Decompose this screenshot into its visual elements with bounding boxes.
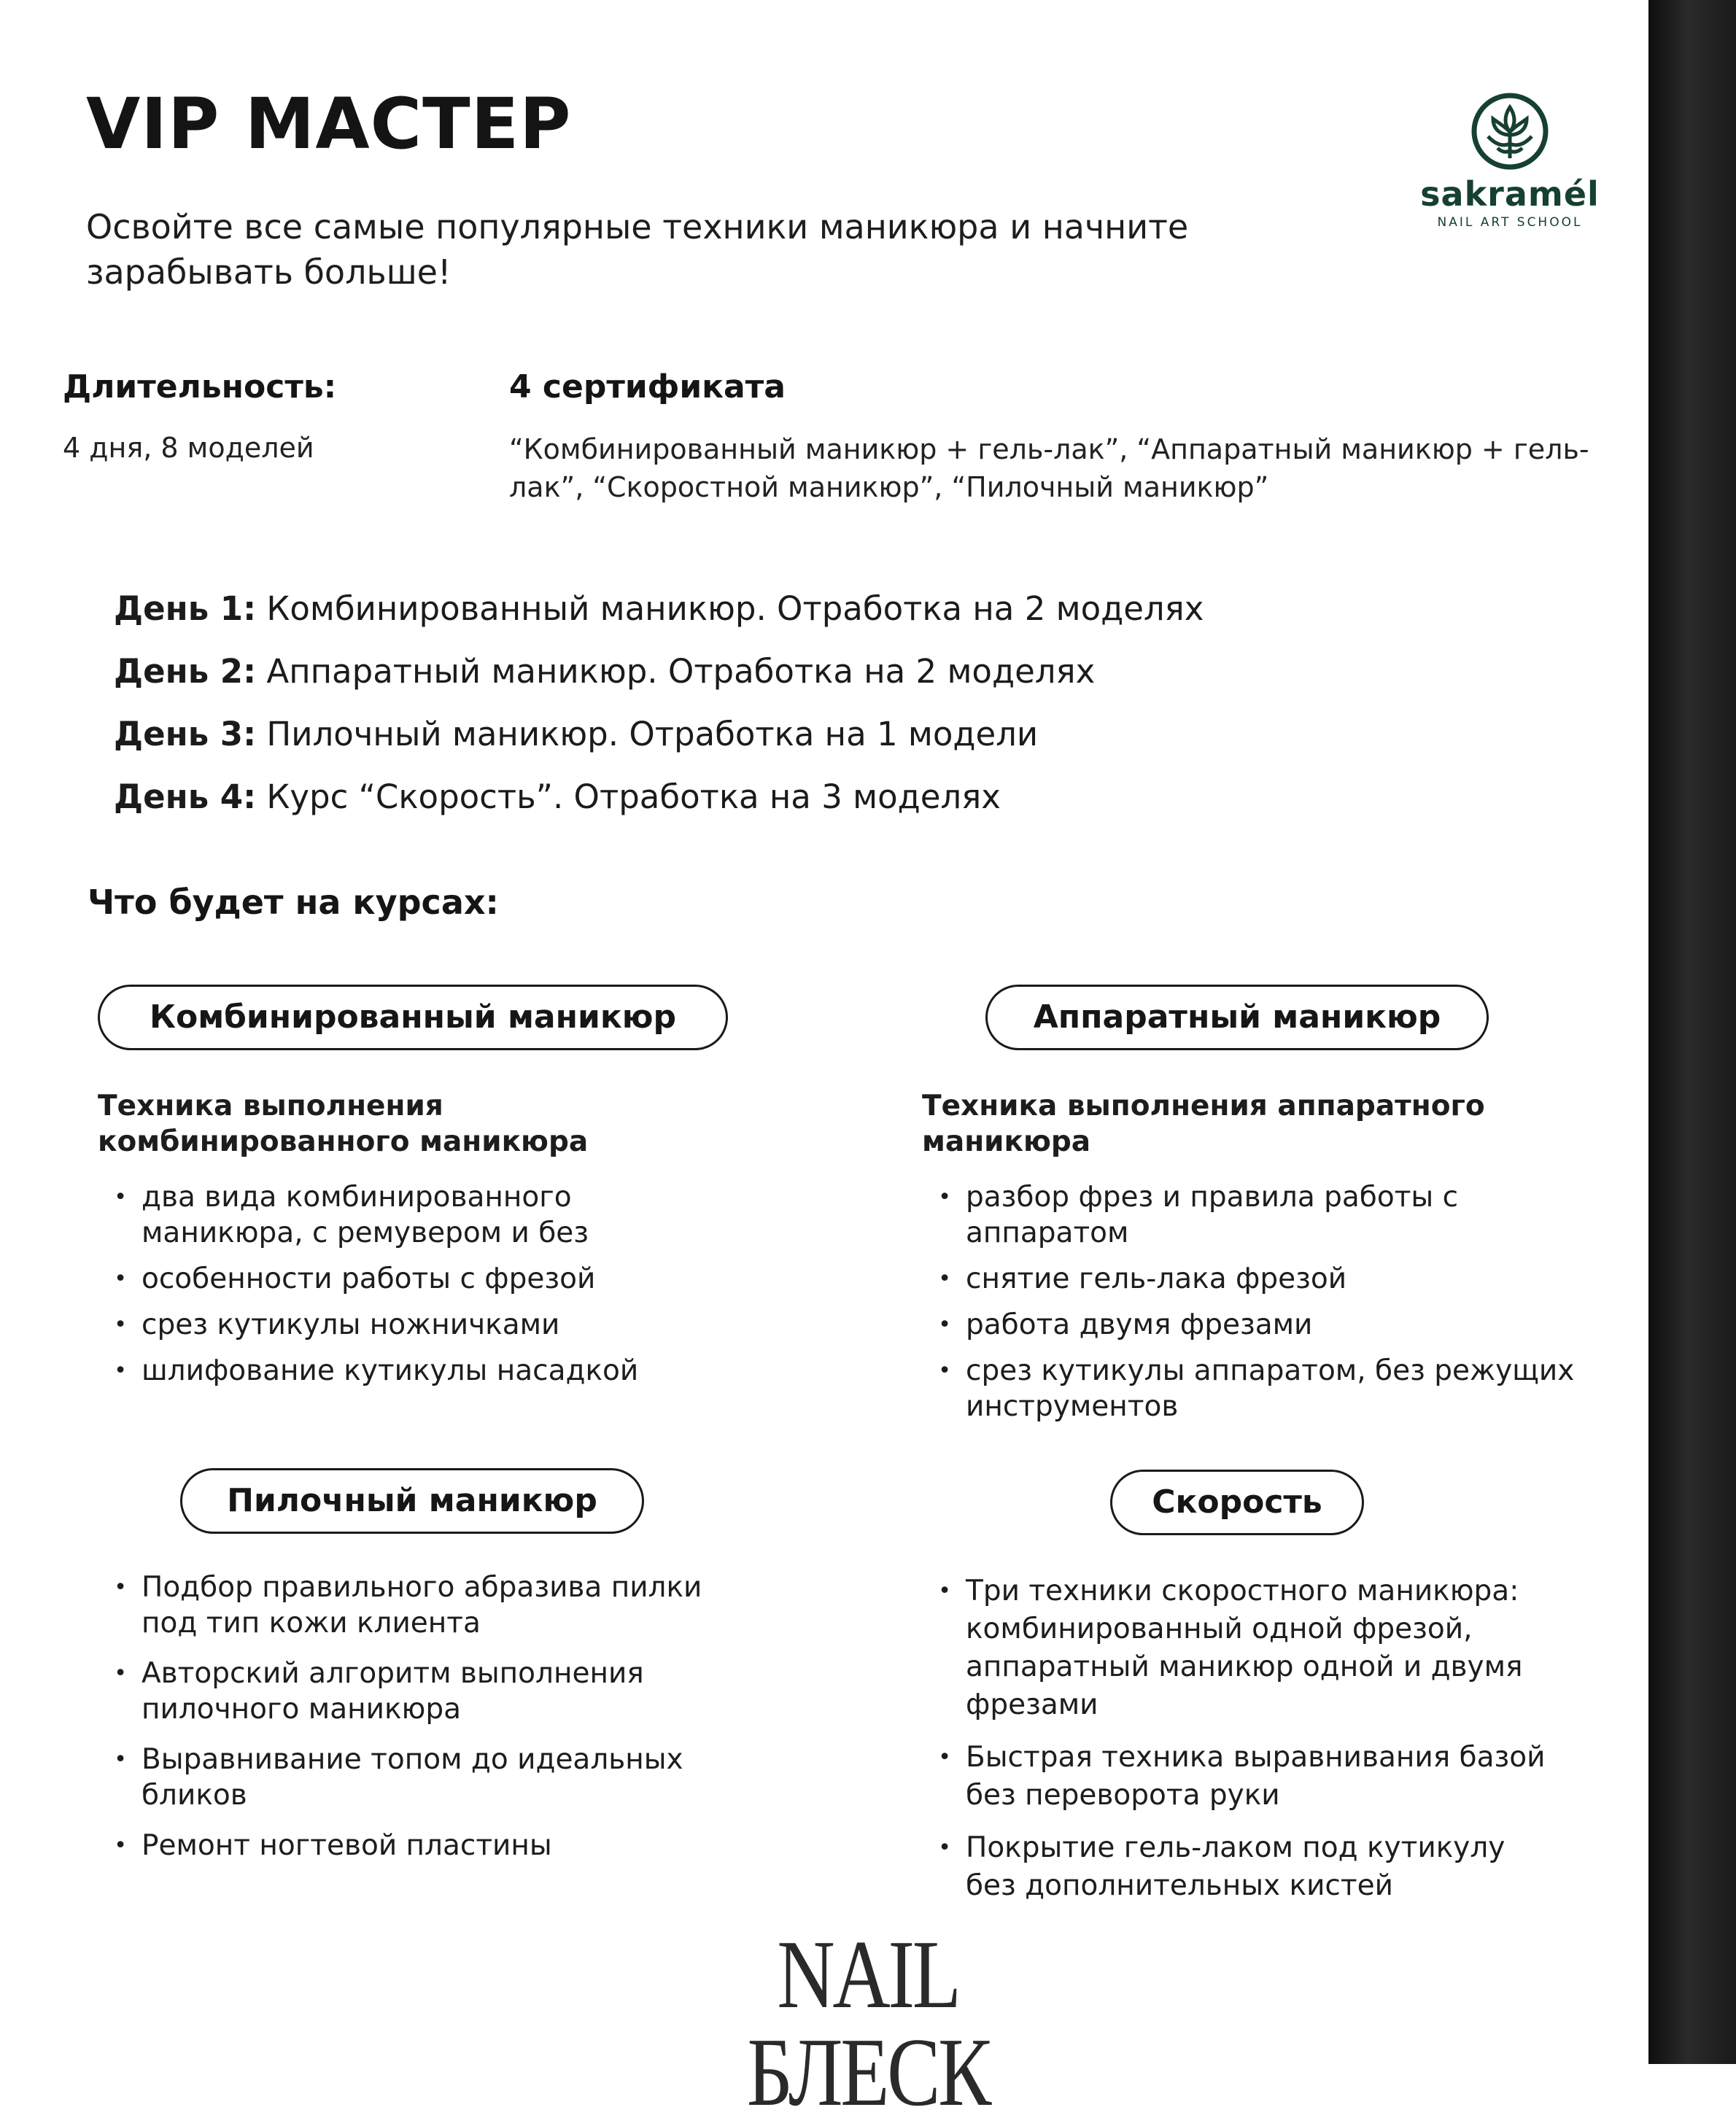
hardware-manicure-heading: Техника выполнения аппаратного маникюра	[922, 1090, 1485, 1158]
list-item: • Авторский алгоритм выполнения пилочного маникюра	[98, 1656, 754, 1727]
school-logo	[1400, 91, 1619, 230]
duration-label: Длительность:	[63, 368, 337, 406]
day-label: День 2:	[114, 652, 257, 691]
hardware-manicure-list	[922, 1179, 1578, 1424]
logo-name: sakramél	[1420, 174, 1600, 214]
day-text: Комбинированный маникюр. Отработка на 2 моделях	[256, 589, 1204, 628]
schedule-day	[114, 772, 1204, 834]
day-label: День 1:	[114, 589, 257, 628]
day-label: День 4:	[114, 777, 257, 816]
list-item: • Покрытие гель-лаком под кутикулу без дополнительных кистей	[922, 1829, 1564, 1905]
schedule-day	[114, 583, 1204, 646]
day-text: Курс “Скорость”. Отработка на 3 моделях	[256, 777, 1001, 816]
list-item: • Три техники скоростного маникюра: комбинированный одной фрезой, аппаратный маникюр одной и двумя фрезами	[922, 1572, 1564, 1724]
duration-value: 4 дня, 8 моделей	[63, 432, 314, 464]
combined-manicure-pill: Комбинированный маникюр	[98, 985, 728, 1050]
day-text: Пилочный маникюр. Отработка на 1 модели	[256, 715, 1039, 753]
brand-wordmark: NAIL БЛЕСК	[746, 1920, 990, 2126]
certificates-value: “Комбинированный маникюр + гель-лак”, “Аппаратный маникюр + гель-лак”, “Скоростной маникюр”, “Пилочный маникюр”	[509, 433, 1589, 503]
combined-manicure-heading: Техника выполнения комбинированного маникюра	[98, 1090, 589, 1158]
file-manicure-list	[98, 1570, 754, 1863]
speed-course-pill: Скорость	[1110, 1470, 1364, 1535]
list-item: • особенности работы с фрезой	[98, 1261, 725, 1297]
courses-section-title: Что будет на курсах:	[88, 882, 499, 922]
schedule-day	[114, 646, 1204, 709]
logo-subtitle: NAIL ART SCHOOL	[1437, 215, 1583, 230]
page-title: VIP МАСТЕР	[86, 83, 572, 165]
list-item: • Подбор правильного абразива пилки под тип кожи клиента	[98, 1570, 754, 1641]
file-manicure-pill: Пилочный маникюр	[180, 1468, 644, 1534]
certificates-label: 4 сертификата	[509, 368, 786, 406]
list-item: • шлифование кутикулы насадкой	[98, 1353, 725, 1389]
lotus-emblem-icon	[1470, 91, 1550, 171]
list-item: • два вида комбинированного маникюра, с ремувером и без	[98, 1179, 725, 1251]
list-item: • Быстрая техника выравнивания базой без переворота руки	[922, 1739, 1564, 1815]
hardware-manicure-pill: Аппаратный маникюр	[985, 985, 1489, 1050]
list-item: • срез кутикулы ножничками	[98, 1307, 725, 1343]
dark-side-strip	[1648, 0, 1736, 2064]
combined-manicure-list	[98, 1179, 725, 1389]
list-item: • разбор фрез и правила работы с аппаратом	[922, 1179, 1578, 1251]
list-item: • срез кутикулы аппаратом, без режущих инструментов	[922, 1353, 1578, 1424]
list-item: • снятие гель-лака фрезой	[922, 1261, 1578, 1297]
schedule-day	[114, 709, 1204, 772]
day-label: День 3:	[114, 715, 257, 753]
list-item: • Выравнивание топом до идеальных бликов	[98, 1742, 754, 1813]
list-item: • Ремонт ногтевой пластины	[98, 1828, 754, 1863]
list-item: • работа двумя фрезами	[922, 1307, 1578, 1343]
page-subtitle: Освойте все самые популярные техники маникюра и начните зарабывать больше!	[86, 207, 1189, 292]
speed-course-list	[922, 1572, 1564, 1905]
day-text: Аппаратный маникюр. Отработка на 2 моделях	[256, 652, 1096, 691]
schedule-list	[114, 583, 1204, 834]
